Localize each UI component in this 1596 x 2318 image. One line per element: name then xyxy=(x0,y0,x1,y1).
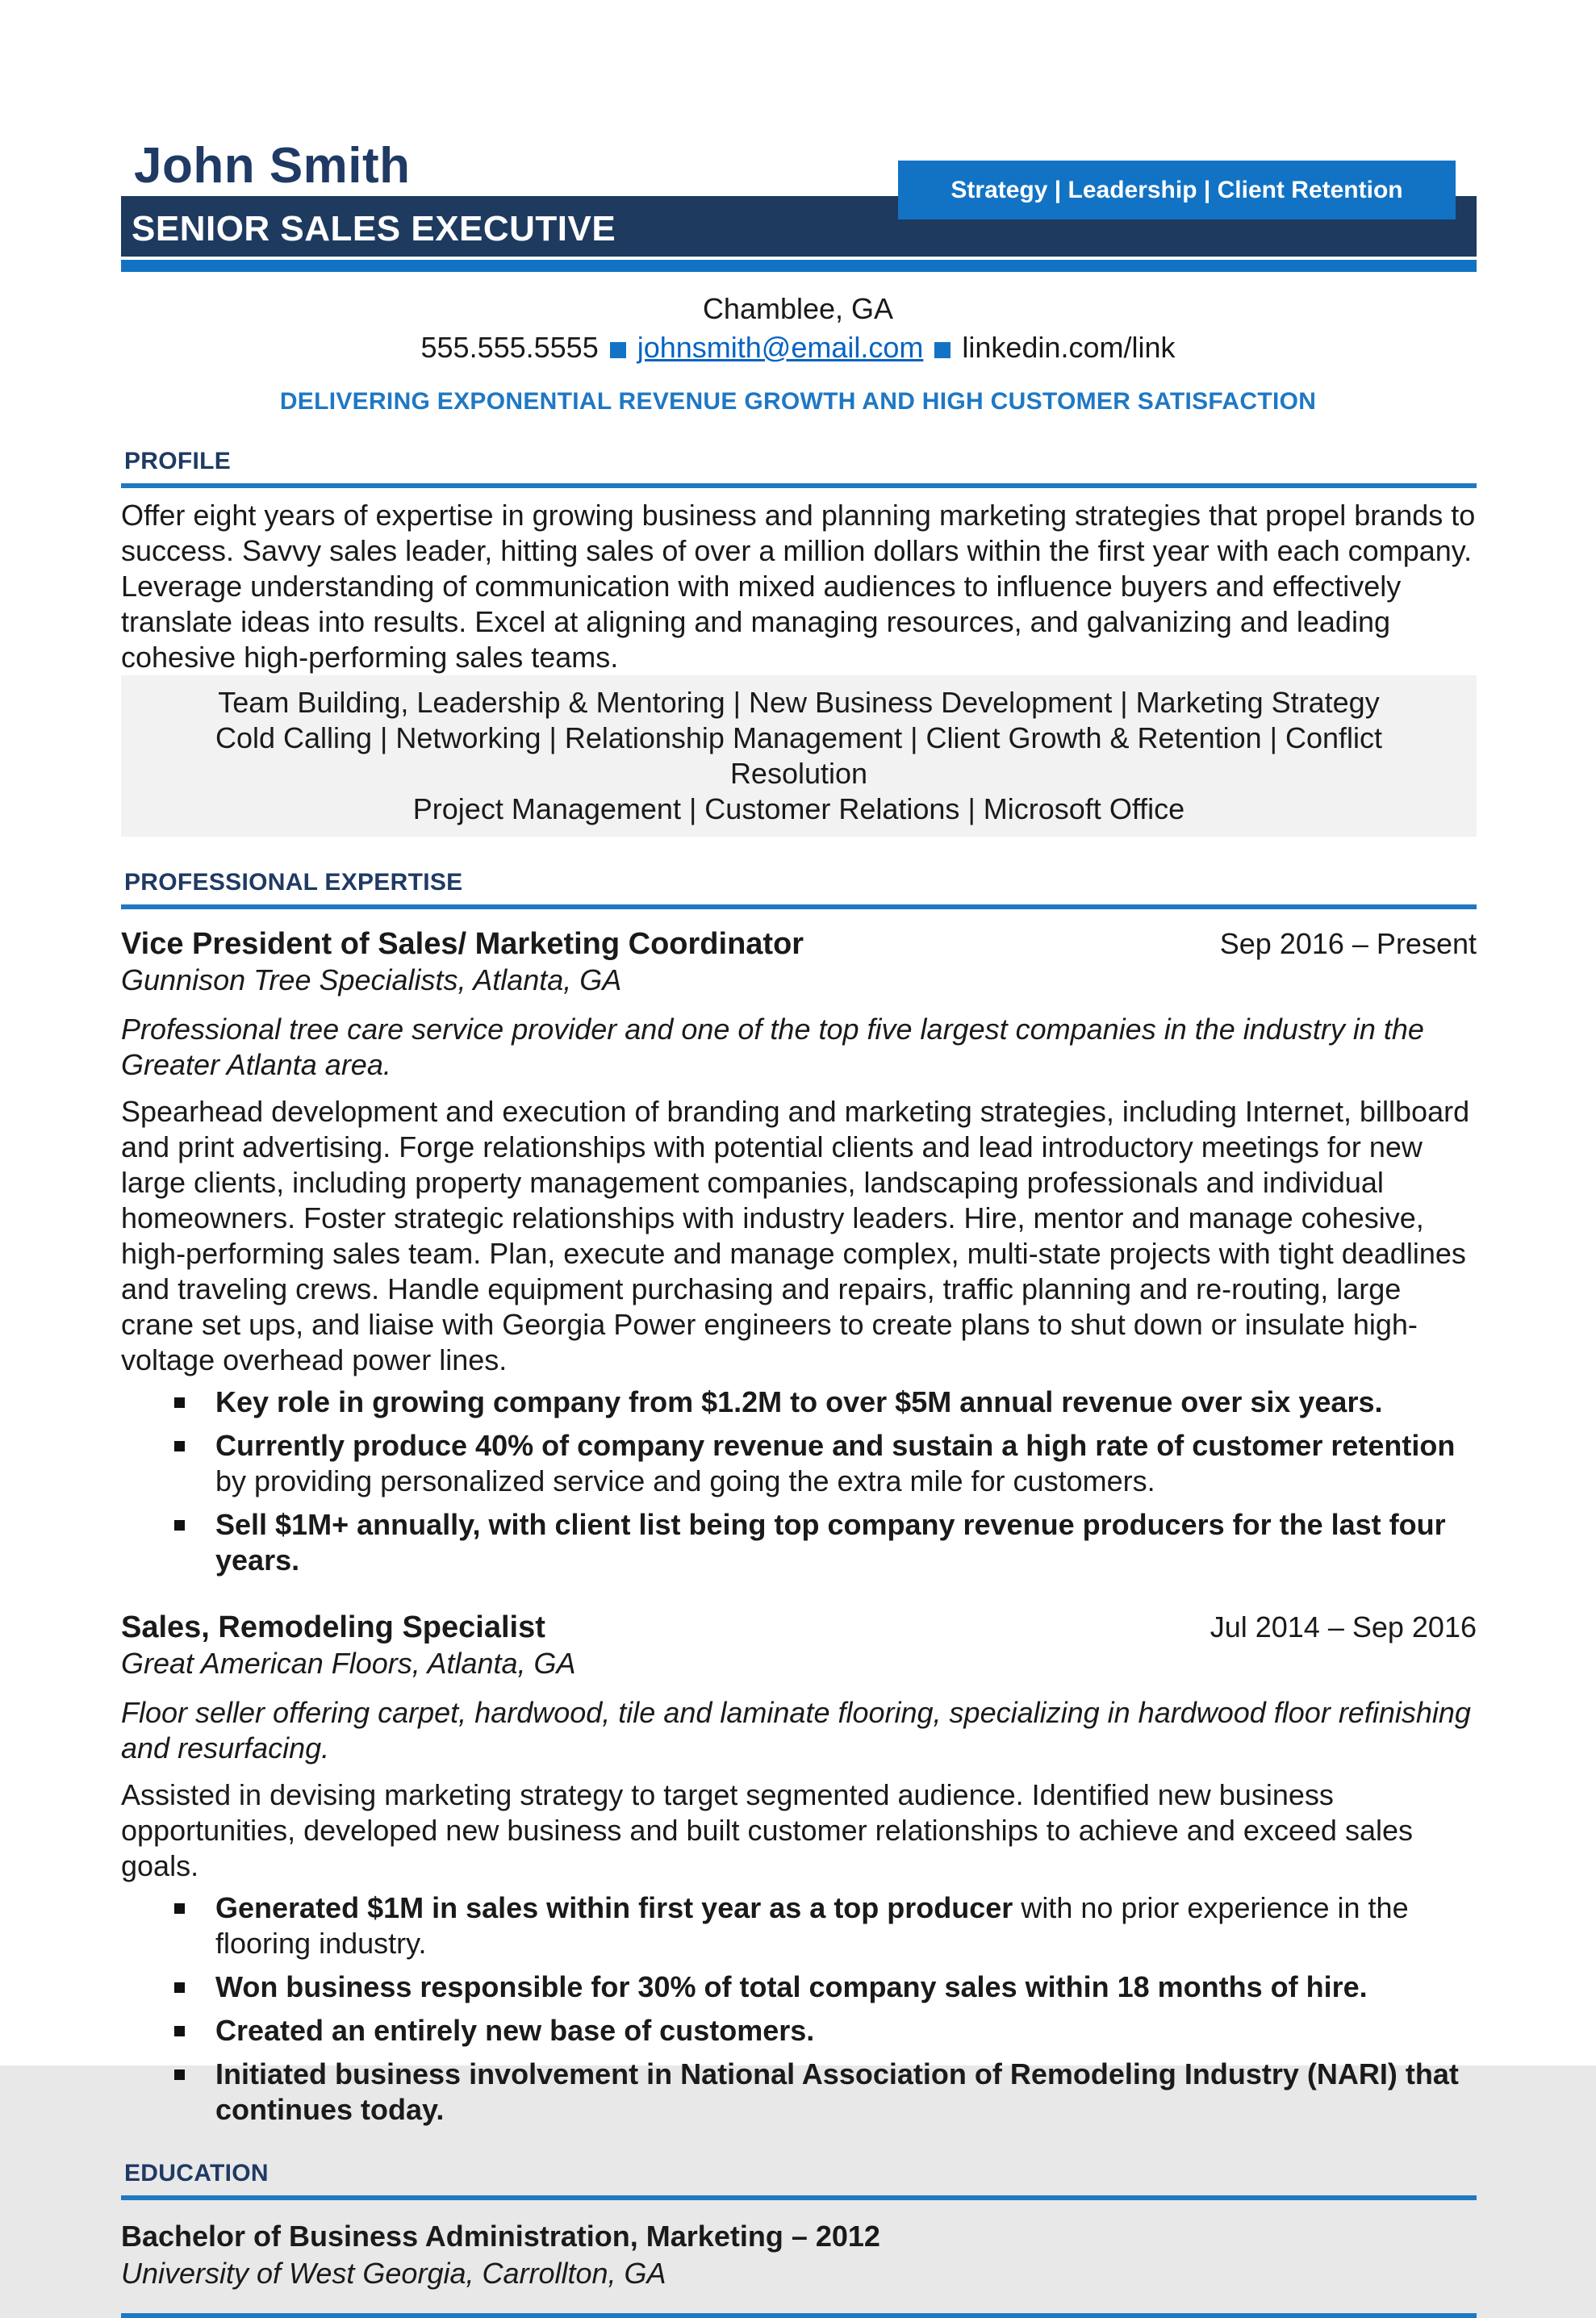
contact-location: Chamblee, GA xyxy=(702,292,894,325)
job-title: Vice President of Sales/ Marketing Coordinator xyxy=(121,927,804,961)
square-bullet-icon xyxy=(174,1397,185,1408)
job-entry xyxy=(121,1610,1477,2128)
job-company-summary: Professional tree care service provider and one of the top five largest companies in the industry in the Greater Atlanta area. xyxy=(121,1013,1424,1081)
profile-paragraph: Offer eight years of expertise in growing business and planning marketing strategies that propel brands to success. Savvy sales leader, hitting sales of over a million dollars within the first year with each company. Leverage understanding of communication with mixed audiences to influence buyers and effectively translate ideas into results. Excel at aligning and managing resources, and galvanizing and leading cohesive high-performing sales teams. xyxy=(121,499,1476,674)
section-rule xyxy=(121,483,1477,488)
square-bullet-icon xyxy=(174,1441,185,1451)
job-title: Sales, Remodeling Specialist xyxy=(121,1610,545,1644)
square-bullet-icon xyxy=(174,1903,185,1914)
section-rule xyxy=(121,2195,1477,2200)
linkedin-text: linkedin.com/link xyxy=(962,331,1176,364)
bullet-bold-text: Won business responsible for 30% of total company sales within 18 months of hire. xyxy=(215,1970,1368,2003)
bullet-bold-text: Created an entirely new base of customers. xyxy=(215,2014,815,2047)
job-dates: Sep 2016 – Present xyxy=(1219,927,1477,960)
job-description: Spearhead development and execution of branding and marketing strategies, including Internet, billboard and print advertising. Forge relationships with potential clients and lead introductory meetings for new large clients, including property management companies, landscaping professionals and individual homeowners. Foster strategic relationships with industry leaders. Hire, mentor and manage cohesive, high-performing sales team. Plan, execute and manage complex, multi-state projects with tight deadlines and traveling crews. Handle equipment purchasing and repairs, traffic planning and re-routing, large crane set ups, and liaise with Georgia Power engineers to create plans to shut down or insulate high-voltage overhead power lines. xyxy=(121,1095,1470,1376)
square-bullet-icon xyxy=(174,1982,185,1993)
bullet-bold-text: Currently produce 40% of company revenue and sustain a high rate of customer retention xyxy=(215,1429,1456,1462)
job-bullet xyxy=(121,1385,1477,1420)
contact-line xyxy=(0,328,1596,367)
job-header xyxy=(121,1610,1477,1645)
person-name: John Smith xyxy=(134,138,411,194)
skills-line: Project Management | Customer Relations | Microsoft Office xyxy=(412,792,1185,825)
education-school: University of West Georgia, Carrollton, GA xyxy=(121,2257,666,2290)
branding-headline: DELIVERING EXPONENTIAL REVENUE GROWTH AND HIGH CUSTOMER SATISFACTION xyxy=(279,388,1317,415)
square-bullet-icon xyxy=(174,2026,185,2036)
job-bullet xyxy=(121,1428,1477,1499)
section-title-education: EDUCATION xyxy=(124,2160,269,2186)
job-dates: Jul 2014 – Sep 2016 xyxy=(1210,1610,1477,1643)
job-bullet-list xyxy=(121,1385,1477,1578)
bullet-bold-text: Key role in growing company from $1.2M to over $5M annual revenue over six years. xyxy=(215,1385,1383,1418)
section-title-profile: PROFILE xyxy=(124,448,232,474)
skills-box xyxy=(121,675,1477,837)
tagline-text: Strategy | Leadership | Client Retention xyxy=(950,176,1403,203)
section-rule xyxy=(121,904,1477,909)
job-company: Gunnison Tree Specialists, Atlanta, GA xyxy=(121,963,622,996)
job-bullet xyxy=(121,1969,1477,2005)
bullet-bold-text: Generated $1M in sales within first year as a top producer xyxy=(215,1891,1013,1924)
job-bullet xyxy=(121,2057,1477,2128)
tagline-box xyxy=(898,161,1456,219)
square-bullet-icon xyxy=(174,1520,185,1531)
closing-rule xyxy=(121,2313,1477,2318)
job-company-summary: Floor seller offering carpet, hardwood, tile and laminate flooring, specializing in hardwood floor refinishing and resurfacing. xyxy=(121,1696,1471,1765)
email-link[interactable]: johnsmith@email.com xyxy=(637,331,924,364)
resume-body xyxy=(121,448,1477,2318)
skills-line: Cold Calling | Networking | Relationship Management | Client Growth & Retention | Conflict Resolution xyxy=(215,721,1383,790)
bullet-bold-text: Initiated business involvement in National Association of Remodeling Industry (NARI) that continues today. xyxy=(215,2057,1459,2126)
job-bullet xyxy=(121,2013,1477,2049)
accent-stripe xyxy=(121,260,1477,272)
separator-square-icon xyxy=(934,342,950,358)
job-description: Assisted in devising marketing strategy to target segmented audience. Identified new business opportunities, developed new business and built customer relationships to achieve and exceed sales goals. xyxy=(121,1778,1413,1882)
job-bullet xyxy=(121,1507,1477,1578)
bullet-rest-text: by providing personalized service and going the extra mile for customers. xyxy=(215,1464,1155,1497)
education-degree: Bachelor of Business Administration, Marketing – 2012 xyxy=(121,2220,880,2253)
job-header xyxy=(121,927,1477,962)
job-company: Great American Floors, Atlanta, GA xyxy=(121,1647,576,1680)
job-entry xyxy=(121,927,1477,1578)
resume-header xyxy=(121,0,1477,272)
contact-phone: 555.555.5555 xyxy=(420,331,599,364)
bullet-rest-text: with no prior experience in the flooring industry. xyxy=(215,1891,1409,1960)
separator-square-icon xyxy=(610,342,626,358)
contact-block xyxy=(0,290,1596,367)
job-bullet-list xyxy=(121,1890,1477,2128)
job-bullet xyxy=(121,1890,1477,1961)
square-bullet-icon xyxy=(174,2069,185,2080)
job-title-text: SENIOR SALES EXECUTIVE xyxy=(132,208,616,249)
skills-line: Team Building, Leadership & Mentoring | New Business Development | Marketing Strategy xyxy=(218,686,1380,719)
bullet-bold-text: Sell $1M+ annually, with client list being top company revenue producers for the last four years. xyxy=(215,1508,1446,1577)
section-title-expertise: PROFESSIONAL EXPERTISE xyxy=(124,869,463,896)
